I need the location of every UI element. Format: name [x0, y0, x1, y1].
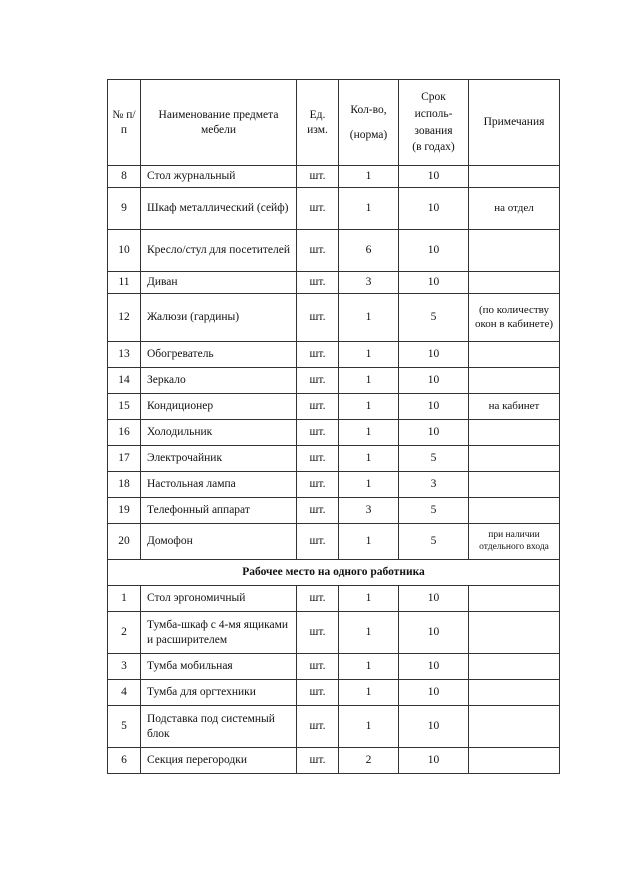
cell-qty: 2	[339, 748, 399, 774]
cell-qty: 1	[339, 420, 399, 446]
cell-term: 10	[399, 654, 469, 680]
cell-unit: шт.	[297, 188, 339, 230]
cell-term: 5	[399, 294, 469, 342]
cell-num: 11	[108, 272, 141, 294]
cell-term: 10	[399, 368, 469, 394]
cell-qty: 1	[339, 342, 399, 368]
cell-unit: шт.	[297, 394, 339, 420]
cell-name: Жалюзи (гардины)	[141, 294, 297, 342]
cell-qty: 1	[339, 394, 399, 420]
cell-note	[469, 368, 560, 394]
cell-term: 5	[399, 446, 469, 472]
cell-name: Настольная лампа	[141, 472, 297, 498]
table-row	[108, 342, 560, 368]
cell-note	[469, 680, 560, 706]
table-row	[108, 272, 560, 294]
cell-note	[469, 498, 560, 524]
table-row	[108, 188, 560, 230]
cell-unit: шт.	[297, 612, 339, 654]
cell-unit: шт.	[297, 680, 339, 706]
cell-num: 4	[108, 680, 141, 706]
cell-unit: шт.	[297, 654, 339, 680]
cell-name: Подставка под системный блок	[141, 706, 297, 748]
cell-term: 3	[399, 472, 469, 498]
cell-unit: шт.	[297, 166, 339, 188]
cell-qty: 1	[339, 472, 399, 498]
header-qty-line2: (норма)	[349, 128, 388, 141]
cell-term: 10	[399, 680, 469, 706]
cell-num: 10	[108, 230, 141, 272]
cell-name: Тумба мобильная	[141, 654, 297, 680]
cell-unit: шт.	[297, 272, 339, 294]
header-num: № п/п	[108, 80, 141, 166]
header-term	[399, 80, 469, 166]
header-term-line1: Срок	[421, 91, 446, 104]
cell-qty: 1	[339, 654, 399, 680]
cell-unit: шт.	[297, 230, 339, 272]
cell-note	[469, 166, 560, 188]
table-row	[108, 230, 560, 272]
cell-num: 15	[108, 394, 141, 420]
cell-term: 5	[399, 524, 469, 560]
cell-num: 13	[108, 342, 141, 368]
cell-term: 10	[399, 272, 469, 294]
cell-term: 10	[399, 706, 469, 748]
cell-num: 20	[108, 524, 141, 560]
cell-num: 8	[108, 166, 141, 188]
cell-qty: 1	[339, 586, 399, 612]
cell-name: Холодильник	[141, 420, 297, 446]
table-row	[108, 654, 560, 680]
cell-qty: 3	[339, 272, 399, 294]
cell-note: на кабинет	[469, 394, 560, 420]
cell-term: 10	[399, 748, 469, 774]
cell-name: Диван	[141, 272, 297, 294]
cell-name: Тумба-шкаф с 4-мя ящиками и расширителем	[141, 612, 297, 654]
cell-qty: 1	[339, 706, 399, 748]
cell-term: 10	[399, 230, 469, 272]
header-term-line3: зования	[414, 124, 453, 137]
cell-name: Шкаф металлический (сейф)	[141, 188, 297, 230]
cell-note	[469, 654, 560, 680]
cell-note: (по количеству окон в кабинете)	[469, 294, 560, 342]
cell-name: Секция перегородки	[141, 748, 297, 774]
header-qty-line1: Кол-во,	[350, 104, 387, 117]
cell-num: 9	[108, 188, 141, 230]
cell-num: 12	[108, 294, 141, 342]
cell-qty: 1	[339, 446, 399, 472]
table-row	[108, 498, 560, 524]
cell-name: Кресло/стул для посетителей	[141, 230, 297, 272]
cell-note	[469, 612, 560, 654]
cell-note	[469, 586, 560, 612]
cell-num: 5	[108, 706, 141, 748]
table-row	[108, 294, 560, 342]
cell-note	[469, 446, 560, 472]
cell-name: Стол эргономичный	[141, 586, 297, 612]
cell-term: 10	[399, 612, 469, 654]
cell-unit: шт.	[297, 294, 339, 342]
table-row	[108, 680, 560, 706]
table-row	[108, 446, 560, 472]
cell-note	[469, 420, 560, 446]
header-term-line4: (в годах)	[412, 141, 455, 154]
cell-note	[469, 272, 560, 294]
table-row	[108, 586, 560, 612]
header-unit: Ед. изм.	[297, 80, 339, 166]
cell-unit: шт.	[297, 748, 339, 774]
cell-num: 2	[108, 612, 141, 654]
cell-note: на отдел	[469, 188, 560, 230]
cell-qty: 1	[339, 368, 399, 394]
cell-unit: шт.	[297, 342, 339, 368]
cell-unit: шт.	[297, 498, 339, 524]
cell-note: при наличии отдельного входа	[469, 524, 560, 560]
header-name: Наименование предмета мебели	[141, 80, 297, 166]
cell-term: 10	[399, 188, 469, 230]
table-row	[108, 748, 560, 774]
table-row	[108, 524, 560, 560]
cell-num: 19	[108, 498, 141, 524]
cell-qty: 6	[339, 230, 399, 272]
cell-name: Зеркало	[141, 368, 297, 394]
table-row	[108, 368, 560, 394]
cell-term: 10	[399, 394, 469, 420]
cell-term: 10	[399, 586, 469, 612]
table-row	[108, 166, 560, 188]
table-row	[108, 472, 560, 498]
cell-unit: шт.	[297, 368, 339, 394]
header-note: Примечания	[469, 80, 560, 166]
table-row	[108, 420, 560, 446]
cell-note	[469, 342, 560, 368]
cell-name: Электрочайник	[141, 446, 297, 472]
table-row	[108, 706, 560, 748]
furniture-norms-table	[107, 79, 560, 774]
cell-qty: 1	[339, 612, 399, 654]
cell-term: 10	[399, 420, 469, 446]
cell-num: 18	[108, 472, 141, 498]
cell-num: 3	[108, 654, 141, 680]
cell-name: Домофон	[141, 524, 297, 560]
cell-note	[469, 230, 560, 272]
cell-name: Обогреватель	[141, 342, 297, 368]
cell-name: Стол журнальный	[141, 166, 297, 188]
cell-num: 16	[108, 420, 141, 446]
cell-num: 14	[108, 368, 141, 394]
cell-num: 6	[108, 748, 141, 774]
table-header-row	[108, 80, 560, 166]
header-qty	[339, 80, 399, 166]
header-term-line2: исполь-	[414, 107, 453, 120]
cell-qty: 3	[339, 498, 399, 524]
cell-unit: шт.	[297, 524, 339, 560]
cell-unit: шт.	[297, 586, 339, 612]
cell-qty: 1	[339, 188, 399, 230]
cell-unit: шт.	[297, 472, 339, 498]
cell-name: Тумба для оргтехники	[141, 680, 297, 706]
cell-qty: 1	[339, 524, 399, 560]
cell-num: 17	[108, 446, 141, 472]
cell-term: 5	[399, 498, 469, 524]
cell-note	[469, 706, 560, 748]
cell-num: 1	[108, 586, 141, 612]
table-row	[108, 394, 560, 420]
cell-term: 10	[399, 342, 469, 368]
cell-name: Телефонный аппарат	[141, 498, 297, 524]
section-row	[108, 560, 560, 586]
section-title: Рабочее место на одного работника	[108, 560, 560, 586]
cell-unit: шт.	[297, 446, 339, 472]
table-row	[108, 612, 560, 654]
cell-note	[469, 748, 560, 774]
cell-unit: шт.	[297, 420, 339, 446]
cell-qty: 1	[339, 166, 399, 188]
cell-qty: 1	[339, 294, 399, 342]
cell-unit: шт.	[297, 706, 339, 748]
cell-name: Кондиционер	[141, 394, 297, 420]
cell-term: 10	[399, 166, 469, 188]
cell-note	[469, 472, 560, 498]
cell-qty: 1	[339, 680, 399, 706]
